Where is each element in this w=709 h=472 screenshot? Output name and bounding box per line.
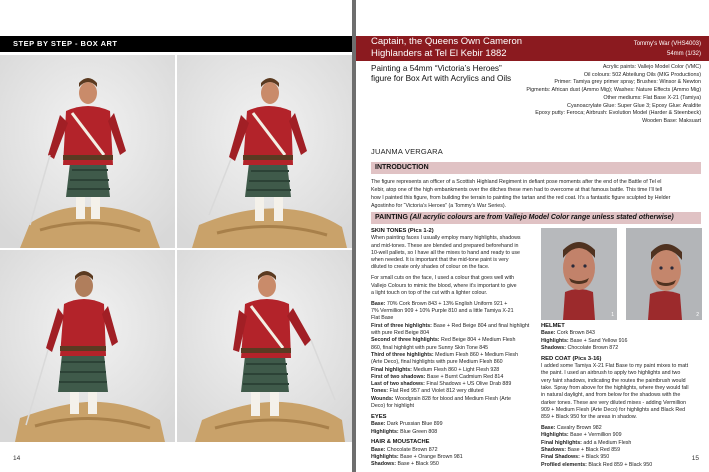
recipe-value: Red Beige 804 + Medium Flesh (439, 337, 516, 344)
recipe-line (371, 447, 533, 454)
right-page (356, 0, 709, 472)
article-title-line2: Highlanders at Tel El Kebir 1882 (371, 48, 507, 59)
recipe-line (371, 352, 533, 359)
face-photo-number: 2 (696, 312, 699, 318)
series-name: Tommy's War (VHS4003) (633, 41, 701, 47)
skin-recipe (371, 301, 533, 410)
recipe-value: (Arte Deco), final highlights with pure Medium Flesh 860 (371, 359, 503, 366)
section-bar (0, 36, 352, 52)
recipe-line (371, 323, 533, 330)
recipe-label: Base: (541, 330, 556, 337)
red-coat-para-line: in natural daylight, and from below for the shadows with the (541, 392, 681, 399)
article-title-line1: Captain, the Queens Own Cameron (371, 36, 523, 47)
introduction-heading-bar (371, 162, 701, 174)
skin-para-line: When painting faces I usually employ many highlights, shadows (371, 235, 521, 242)
skin-para-line: For small cuts on the face, I used a colour that goes well with (371, 275, 515, 282)
painting-heading-bar (371, 212, 701, 224)
recipe-value: Base + Sand Yellow 916 (568, 337, 628, 344)
recipe-value: Base + Burnt Cadmium Red 814 (425, 373, 504, 380)
recipe-value: Base + Black 950 (396, 461, 439, 468)
recipe-line (371, 330, 533, 337)
recipe-line (371, 301, 533, 308)
figure-photo-three-quarter (177, 55, 352, 248)
skin-para-line: when needed. It is important that the mid-tone paint is very (371, 257, 509, 264)
recipe-line (371, 381, 533, 388)
eyes-heading: EYES (371, 413, 387, 420)
recipe-value: with pure Red Beige 804 (371, 330, 430, 337)
recipe-label: Shadows: (371, 461, 397, 468)
recipe-value: Chocolate Brown 872 (385, 446, 438, 453)
recipe-value: Medium Flesh 860 + Medium Flesh (433, 351, 519, 358)
recipe-line (371, 429, 533, 436)
painting-heading (375, 214, 674, 221)
article-title (371, 36, 546, 60)
intro-line: The figure represents an officer of a Scottish Highland Regiment in defiant pose moments after the end of the Battle of Tel el (371, 179, 662, 185)
materials-line: Primer: Tamiya grey primer spray; Brushes: Winsor & Newton (554, 79, 701, 86)
red-coat-recipe (541, 425, 702, 469)
recipe-label: Shadows: (541, 344, 567, 351)
face-photo-front (541, 228, 617, 320)
recipe-value: 7% Vermillion 909 + 10% Purple 810 and a little Tamiya X-21 (371, 308, 514, 315)
section-label: STEP BY STEP - BOX ART (13, 39, 118, 48)
hair-recipe (371, 439, 533, 468)
recipe-line (371, 367, 533, 374)
intro-line: Kebir, atop one of the high embankments over the ditches these men had to overcome at that famous battle. This time I’ll tell (371, 187, 663, 193)
left-page (0, 0, 352, 472)
face-photo-side (626, 228, 702, 320)
recipe-label: Base: (371, 300, 386, 307)
recipe-line (541, 330, 702, 337)
intro-line: how I painted this figure, from building the terrain to painting the tartan and the red coat. It’s a fantastic figure sculpted by Helder (371, 195, 671, 201)
title-bar (356, 36, 709, 61)
eyes-recipe (371, 414, 533, 436)
recipe-value: Flat Red 957 and Violet 812 very diluted (387, 388, 484, 395)
skin-para-line: 10-well pallets, so I have all the mixes to hand and ready to use (371, 249, 520, 256)
recipe-label: Highlights: (541, 337, 569, 344)
recipe-line (371, 374, 533, 381)
materials-line: Wooden Base: Maksuart (642, 117, 701, 124)
helmet-recipe (541, 323, 702, 352)
recipe-value: + Black 950 (579, 454, 610, 461)
text-column-right (541, 323, 702, 472)
materials-line: Cyanoacrylate Glue: Super Glue 3; Epoxy Glue: Araldite (567, 102, 701, 109)
recipe-line (541, 338, 702, 345)
recipe-label: Tones: (371, 388, 388, 395)
recipe-value: Black Red 859 + Black 950 (586, 461, 653, 468)
recipe-value: Deco) for highlight (371, 403, 414, 410)
painting-heading-note: (All acrylic colours are from Vallejo Model Color range unless stated otherwise) (409, 214, 674, 221)
recipe-label: Final Shadows: (541, 454, 580, 461)
skin-para-line: Vallejo Colours to mimic the blood, where it’s important to give (371, 282, 517, 289)
face-photo-number: 1 (611, 312, 614, 318)
red-coat-para-line: the paint. I used an airbrush to apply two highlights and two (541, 370, 681, 377)
series-info (634, 39, 701, 59)
red-coat-para-line: 909 + Medium Flesh (Arte Deco) for highlights and Black Red (541, 406, 686, 413)
recipe-line (371, 403, 533, 410)
skin-para-line: diluted to create only shades of colour on the face. (371, 264, 490, 271)
red-coat-para-line: I added some Tamiya X-21 Flat Base to my paint mixes to matt (541, 363, 689, 370)
recipe-value: Cork Brown 843 (555, 330, 595, 337)
painting-heading-label: PAINTING (375, 214, 408, 221)
author-name: JUANMA VERGARA (371, 147, 443, 156)
recipe-line (371, 359, 533, 366)
recipe-value: Dark Prussian Blue 899 (385, 421, 443, 428)
recipe-line (371, 454, 533, 461)
article-subtitle: Painting a 54mm “Victoria’s Heroes” figure for Box Art with Acrylics and Oils (371, 64, 512, 83)
recipe-label: First of three highlights: (371, 322, 432, 329)
introduction-heading: INTRODUCTION (375, 164, 429, 171)
materials-list (511, 64, 701, 126)
recipe-value: Chocolate Brown 872 (566, 344, 619, 351)
figure-photo-back (0, 250, 175, 442)
recipe-line (371, 315, 533, 322)
recipe-label: Shadows: (541, 446, 567, 453)
recipe-line (371, 396, 533, 403)
text-column-left (371, 228, 533, 472)
recipe-line (541, 462, 702, 469)
recipe-line (371, 337, 533, 344)
recipe-value: Cavalry Brown 982 (555, 425, 602, 432)
recipe-line (371, 308, 533, 315)
recipe-line (541, 440, 702, 447)
materials-line: Acrylic paints: Vallejo Model Color (VMC) (602, 64, 701, 70)
recipe-line (371, 461, 533, 468)
materials-line: Pigments: African dust (Ammo Mig); Washes: Nature Effects (Ammo Mig) (526, 87, 701, 94)
recipe-value: Medium Flesh 860 + Light Flesh 928 (411, 366, 500, 373)
recipe-value: Flat Base (371, 315, 394, 322)
recipe-value: add a Medium Flesh (581, 439, 632, 446)
recipe-label: Base: (371, 421, 386, 428)
recipe-label: Third of three highlights: (371, 351, 434, 358)
recipe-label: Base: (371, 446, 386, 453)
skin-para-line: and mid-tones. These are blended and prepared beforehand in (371, 242, 519, 249)
recipe-value: Base + Orange Brown 981 (398, 453, 463, 460)
materials-line: Oil colours: 502 Abteilung Oils (MIG Productions) (583, 71, 701, 78)
recipe-label: Last of two shadows: (371, 381, 425, 388)
red-coat-para-line: take. Spray from above for the highlights, where they would fall (541, 384, 689, 391)
recipe-line (541, 454, 702, 461)
recipe-line (371, 345, 533, 352)
recipe-value: Base + Black Red 859 (566, 446, 621, 453)
recipe-line (371, 388, 533, 395)
recipe-value: Blue Green 808 (398, 428, 438, 435)
series-scale: 54mm (1/32) (666, 51, 701, 57)
recipe-line (371, 421, 533, 428)
skin-tones-heading: SKIN TONES (Pics 1-2) (371, 228, 434, 234)
recipe-label: Base: (541, 425, 556, 432)
recipe-label: Wounds: (371, 395, 394, 402)
recipe-value: Woodgrain 828 for blood and Medium Flesh (Arte (393, 395, 511, 402)
recipe-value: 860, final highlight with pure Sunny Skin Tone 845 (371, 344, 489, 351)
recipe-value: 70% Cork Brown 843 + 13% English Uniform 921 + (385, 300, 508, 307)
red-coat-para-line: very faint shadows, indicating the routes the paintbrush would (541, 377, 686, 384)
figure-photo-front (0, 55, 175, 248)
recipe-label: Highlights: (541, 432, 569, 439)
recipe-line (541, 425, 702, 432)
red-coat-para-line: 859 + Black 950 for the areas in shadow. (541, 414, 637, 421)
recipe-line (541, 447, 702, 454)
recipe-line (541, 432, 702, 439)
introduction-text (371, 178, 701, 210)
recipe-label: Final highlights: (371, 366, 412, 373)
intro-line: Agostinho for “Victoria’s Heroes” (a Tommy’s War Series). (371, 203, 507, 209)
hair-heading: HAIR & MOUSTACHE (371, 439, 430, 446)
recipe-value: Base + Vermillion 909 (568, 432, 622, 439)
recipe-value: Base + Red Beige 804 and final highlight (431, 322, 530, 329)
page-number-right: 15 (691, 455, 699, 462)
recipe-label: Highlights: (371, 453, 399, 460)
materials-line: Epoxy putty: Feroca; Airbrush: Evolution Model (Harder & Steenbeck) (535, 110, 701, 117)
recipe-label: First of two shadows: (371, 373, 426, 380)
page-number-left: 14 (13, 455, 21, 462)
figure-photo-side (177, 250, 352, 442)
helmet-heading: HELMET (541, 323, 565, 329)
recipe-value: Final Shadows + US Olive Drab 889 (424, 381, 512, 388)
recipe-label: Highlights: (371, 428, 399, 435)
recipe-line (541, 345, 702, 352)
recipe-label: Final highlights: (541, 439, 582, 446)
materials-line: Other mediums: Flat Base X-21 (Tamiya) (603, 94, 701, 101)
recipe-label: Profiled elements: (541, 461, 587, 468)
skin-para-line: a light touch on top of the cut with a lighter colour. (371, 289, 488, 296)
red-coat-heading: RED COAT (Pics 3-16) (541, 355, 602, 362)
recipe-label: Second of three highlights: (371, 337, 440, 344)
red-coat-para-line: darker tones. These are very diluted mixes - adding Vermillion (541, 399, 687, 406)
